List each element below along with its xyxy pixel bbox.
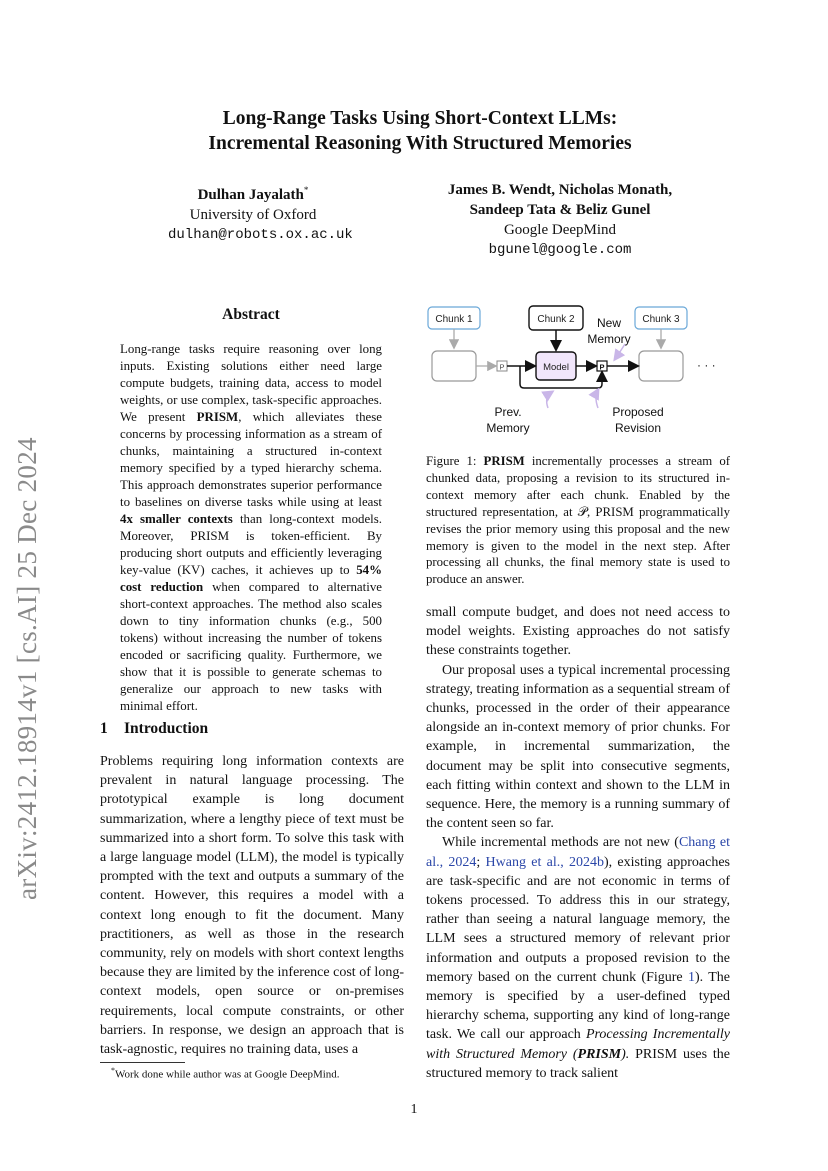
abstract-text (120, 341, 382, 715)
author-1-affiliation: University of Oxford (189, 207, 317, 223)
right-paragraph-2: Our proposal uses a typical incremental processing strategy, treating information as a sequential stream of chunks, processed in the order of their appearance alongside an in-context memory of prior chunks. For example, in incremental summarization, the document may be split into consecutive segments, each fitting within context and shown to the LLM in sequence. Here, the memory is a running summary of the content seen so far. (426, 662, 730, 832)
chunk-3-label: Chunk 3 (642, 314, 680, 325)
right-column-text (426, 603, 730, 1083)
section-heading (100, 720, 208, 738)
caption-seg-1: incrementally processes a stream of chunked data, proposing a revision to its structured in-context memory after each chunk. Enabled by the structured representation, at (426, 454, 730, 519)
caption-bold: PRISM (483, 454, 525, 468)
footnote-rule (100, 1062, 185, 1063)
p3-sep: ; (476, 854, 486, 870)
prev-memory-label-1: Prev. (494, 405, 522, 419)
abstract-heading: Abstract (222, 306, 280, 323)
p-symbol-2 (597, 361, 607, 372)
p3-seg-c: ). The memory is specified by a user-defined typed hierarchy schema, supporting any kind of long-range task. We call our approach (426, 969, 730, 1043)
arxiv-identifier: arXiv:2412.18914v1 [cs.AI] 25 Dec 2024 (12, 437, 42, 900)
author-block-2 (410, 180, 710, 260)
model-label: Model (543, 362, 569, 373)
author-1-email: dulhan@robots.ox.ac.uk (168, 227, 353, 243)
section-number: 1 (100, 720, 108, 737)
title-line-2: Incremental Reasoning With Structured Memories (208, 133, 632, 154)
page-number: 1 (410, 1102, 418, 1117)
p-symbol-1 (497, 361, 507, 372)
p3-seg-b: ), existing approaches are task-specific and are not economic in terms of tokens processed. To address this in our strategy, rather than seeing a natural language memory, the LLM sees a structured memory of relevant prior information and outputs a proposed revision to the memory based on the current chunk (Figure (426, 854, 730, 985)
new-memory-label-1: New (596, 316, 622, 330)
footnote-text: Work done while author was at Google DeepMind. (115, 1068, 340, 1081)
author-2-line-2: Sandeep Tata & Beliz Gunel (469, 202, 651, 218)
chunk-1-box (428, 307, 480, 329)
caption-seg-2: , PRISM programmatically revises the prior memory using this proposal and the new memory is given to the model in the next step. After processing all chunks, the final memory state is used to produce an answer. (426, 504, 730, 587)
caption-calp: 𝒫 (577, 504, 587, 519)
chunk-3-box (635, 307, 687, 329)
author-1-name: Dulhan Jayalath (197, 187, 304, 203)
footnote (100, 1066, 404, 1081)
author-2-affiliation: Google DeepMind (503, 222, 617, 238)
chunk-2-box (529, 306, 583, 330)
new-memory-pointer (615, 344, 625, 359)
figure-1-diagram (420, 300, 730, 445)
prev-memory-pointer (547, 392, 552, 408)
abstract-bold-3: 54% cost reduction (120, 563, 382, 594)
figure-1-caption (426, 453, 730, 588)
author-block-1 (168, 180, 353, 245)
proposed-revision-label-2: Revision (614, 421, 662, 435)
chunk-1-label: Chunk 1 (435, 314, 473, 325)
memory-box-1 (432, 351, 476, 381)
author-2-line-1: James B. Wendt, Nicholas Monath, (447, 182, 673, 198)
section-title: Introduction (124, 720, 209, 737)
p3-close: ). (621, 1046, 630, 1062)
proposed-revision-label-1: Proposed (612, 405, 664, 419)
citation-hwang[interactable]: Hwang et al., 2024b (485, 854, 604, 870)
abstract-seg-2: , which alleviates these concerns by processing information as a stream of chunks, maintaining a structured in-context memory specified by a typed hierarchy schema. This approach demonstrates superior performance to baselines on diverse tasks while using at least (120, 410, 382, 509)
right-paragraph-1: small compute budget, and does not need access to model weights. Existing approaches do not satisfy these constraints together. (426, 605, 730, 659)
abstract-seg-3: than long-context models. Moreover, PRISM is token-efficient. By producing short outputs and efficiently leveraging key-value (KV) caches, it achieves up to (120, 512, 383, 577)
figure-ref-link[interactable]: 1 (687, 969, 695, 985)
p3-prism: PRISM (577, 1046, 622, 1062)
ellipsis: · · · (697, 358, 716, 372)
caption-label: Figure 1: (426, 454, 484, 468)
paper-title (100, 106, 740, 156)
author-2-email: bgunel@google.com (488, 242, 632, 258)
p-symbol-2-label: P (599, 362, 605, 372)
citation-chang[interactable]: Chang et al., 2024 (426, 835, 731, 870)
title-line-1: Long-Range Tasks Using Short-Context LLMs: (222, 108, 618, 129)
intro-paragraph: Problems requiring long information contexts are prevalent in natural language processing. The prototypical example is long document summarization, where a lengthy piece of text must be summarized into a short form. To solve this task with a large language model (LLM), the model is typically prompted with the text and outputs a summary of the content. However, this requires a model with a context long enough to fit the document. Many practitioners, as well as those in the research community, rely on models with short context lengths because they are limited by the inference cost of long-context models, open source or on-premises requirements, local compute constraints, or other barriers. In response, we design an approach that is task-agnostic, requires no training data, uses a (100, 754, 404, 1058)
prev-memory-label-2: Memory (486, 421, 530, 435)
author-1-mark: * (303, 185, 309, 195)
footnote-mark: * (111, 1066, 115, 1075)
memory-box-3 (639, 351, 683, 381)
abstract-seg-4: when compared to alternative short-context approaches. The method also scales down to tiny information chunks (e.g., 500 tokens) without increasing the number of tokens encoded or sacrificing quality. Furthermore, we show that it is possible to generate schemas to generalize our approach to new tasks with minimal effort. (120, 580, 382, 713)
model-box (536, 352, 576, 380)
abstract-seg-1: Long-range tasks require reasoning over long inputs. Existing solutions either need large compute budgets, training data, access to model weights, or use complex, task-specific approaches. We present (120, 342, 382, 424)
proposed-revision-pointer (596, 390, 598, 408)
p-symbol-1-label: P (499, 362, 505, 372)
p3-italic: Processing Incrementally with Structured Memory (426, 1027, 731, 1062)
p3-open: ( (567, 1046, 578, 1062)
right-paragraph-3 (426, 833, 730, 1083)
abstract-bold-2: 4x smaller contexts (120, 512, 233, 526)
p3-seg-a: While incremental methods are not new ( (442, 835, 679, 851)
abstract-bold-1: PRISM (196, 410, 239, 424)
new-memory-label-2: Memory (587, 332, 631, 346)
chunk-2-label: Chunk 2 (537, 314, 575, 325)
p3-seg-d: PRISM uses the structured memory to track salient (426, 1046, 730, 1081)
